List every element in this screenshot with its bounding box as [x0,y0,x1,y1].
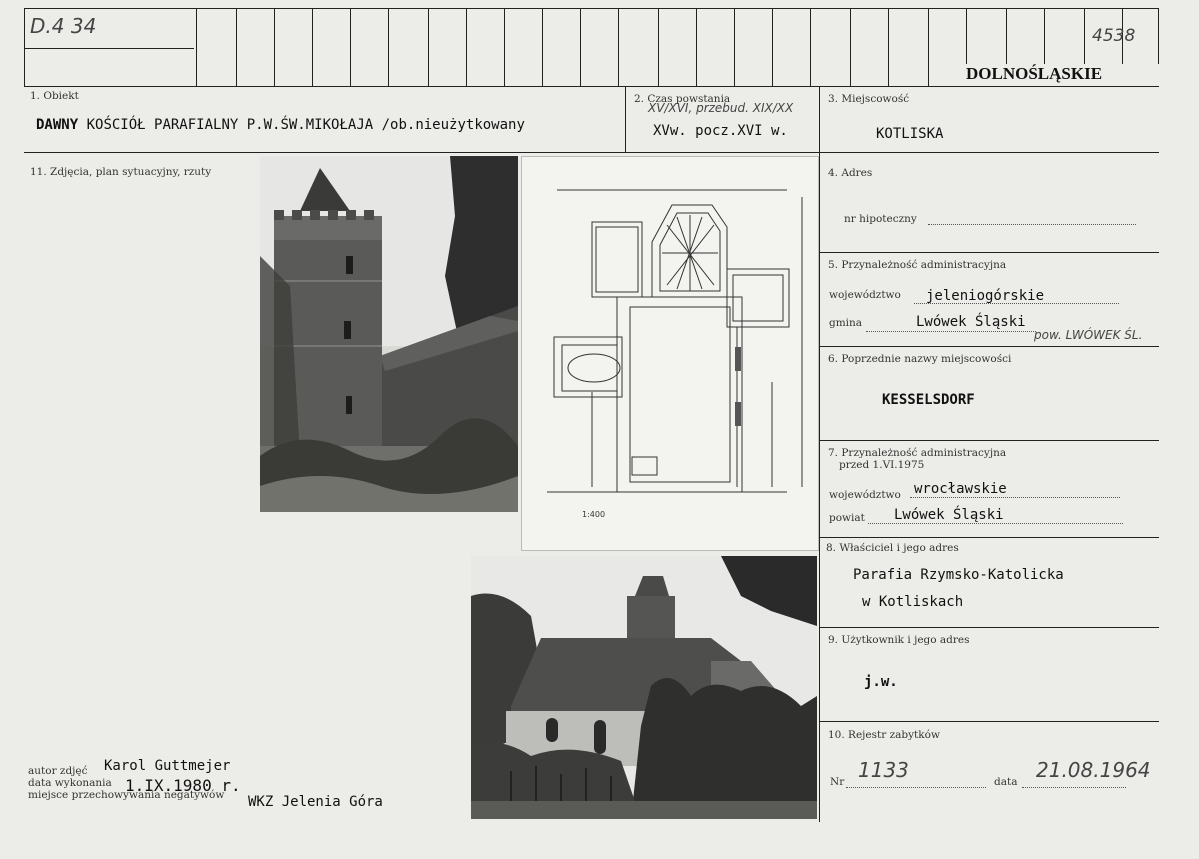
field-label-zdjecia: 11. Zdjęcia, plan sytuacyjny, rzuty [30,166,212,178]
old-wojewodztwo-line [910,497,1120,498]
old-wojewodztwo-label: województwo [829,489,901,501]
hipoteczny-label: nr hipoteczny [844,213,917,225]
header-grid-divider [580,8,581,86]
field-value-uzytkownik: j.w. [864,674,898,690]
row-divider-8 [819,627,1159,628]
header-grid-divider [850,8,851,86]
header-grid-divider [1084,8,1085,64]
gmina-label: gmina [829,317,863,329]
header-top-border [24,8,1159,9]
obiekt-text: KOŚCIÓŁ PARAFIALNY P.W.ŚW.MIKOŁAJA /ob.nieużytkowany [86,117,525,133]
rejestr-number: 1133 [858,758,909,782]
miejsce-value: WKZ Jelenia Góra [248,794,383,810]
header-grid-divider [734,8,735,86]
header-left-border [24,8,25,86]
field-value-miejscowosc: KOTLISKA [876,126,944,142]
header-grid-divider [966,8,967,64]
data-wykonania-label: data wykonania [28,777,112,789]
header-grid-divider [1158,8,1159,64]
powiat-value: Lwówek Śląski [894,507,1004,523]
row-divider-6 [819,440,1159,441]
header-grid-divider [888,8,889,86]
header-grid-divider [350,8,351,86]
rejestr-date: 21.08.1964 [1036,758,1151,782]
header-grid-divider [466,8,467,86]
header-grid-divider [312,8,313,86]
field-label-poprzednie: 6. Poprzednie nazwy miejscowości [828,353,1012,365]
rejestr-nr-label: Nr [830,776,845,788]
photo-church-view [471,556,817,819]
autor-value: Karol Guttmejer [104,758,231,774]
przynaleznosc-dawna-date: przed 1.VI.1975 [839,459,925,471]
obiekt-prefix: DAWNY [36,117,79,133]
header-grid-divider [428,8,429,86]
rejestr-data-line [1022,787,1126,788]
header-grid-divider [696,8,697,86]
header-bottom-border [24,86,1159,87]
header-grid-divider [772,8,773,86]
row-divider-4 [819,252,1159,253]
catalog-box-line [24,48,194,49]
rejestr-data-label: data [994,776,1018,788]
autor-label: autor zdjęć [28,765,88,777]
divider-obiekt-czas [625,86,626,152]
field-label-obiekt: 1. Obiekt [30,90,79,102]
field-value-czas: XVw. pocz.XVI w. [653,123,788,139]
plan-scale-label: 1:400 [582,510,606,519]
header-grid-divider [810,8,811,86]
field-label-adres: 4. Adres [828,167,873,179]
field-label-przynaleznosc-dawna: 7. Przynależność administracyjna [828,447,1007,459]
wojewodztwo-line [914,303,1119,304]
field-label-miejscowosc: 3. Miejscowość [828,93,910,105]
header-grid-divider [274,8,275,86]
region-name: DOLNOŚLĄSKIE [966,64,1103,83]
divider-czas-miejscowosc [819,86,820,152]
header-grid-divider [658,8,659,86]
header-grid-divider [542,8,543,86]
powiat-handwritten-note: pow. LWÓWEK ŚL. [1034,328,1143,342]
floor-plan-drawing [521,156,819,551]
data-wykonania-value: 1.IX.1980 r. [125,776,241,795]
header-grid-divider [196,8,197,86]
field-label-czas: 2. Czas powstania [634,93,731,105]
photo-church-tower [260,156,518,512]
wlasciciel-line1: Parafia Rzymsko-Katolicka [853,567,1064,583]
header-grid-divider [1006,8,1007,64]
row-divider-9 [819,721,1159,722]
field-label-rejestr: 10. Rejestr zabytków [828,729,940,741]
hipoteczny-line [928,224,1136,225]
header-grid-divider [388,8,389,86]
wojewodztwo-label: województwo [829,289,901,301]
wlasciciel-line2: w Kotliskach [862,594,964,610]
old-wojewodztwo-value: wrocławskie [914,481,1007,497]
powiat-label: powiat [829,512,865,524]
header-grid-divider [928,8,929,86]
period-handwritten-note: XV/XVI, przebud. XIX/XX [648,101,794,115]
header-grid-divider [1044,8,1045,64]
card-number: 4538 [1092,26,1136,46]
header-grid-divider [504,8,505,86]
field-label-przynaleznosc: 5. Przynależność administracyjna [828,259,1007,271]
row-divider-1 [24,152,1159,153]
miejsce-label: miejsce przechowywania negatywów [28,789,225,801]
field-value-obiekt [36,117,525,133]
field-label-uzytkownik: 9. Użytkownik i jego adres [828,634,970,646]
powiat-line [868,523,1123,524]
gmina-line [866,331,1036,332]
header-grid-divider [236,8,237,86]
catalog-number: D.4 34 [30,14,97,38]
wojewodztwo-value: jeleniogórskie [926,288,1045,304]
row-divider-7 [819,537,1159,538]
gmina-value: Lwówek Śląski [916,314,1026,330]
header-grid-divider [618,8,619,86]
rejestr-nr-line [846,787,986,788]
row-divider-5 [819,346,1159,347]
field-value-poprzednie: KESSELSDORF [882,392,975,408]
field-label-wlasciciel: 8. Właściciel i jego adres [826,542,959,554]
